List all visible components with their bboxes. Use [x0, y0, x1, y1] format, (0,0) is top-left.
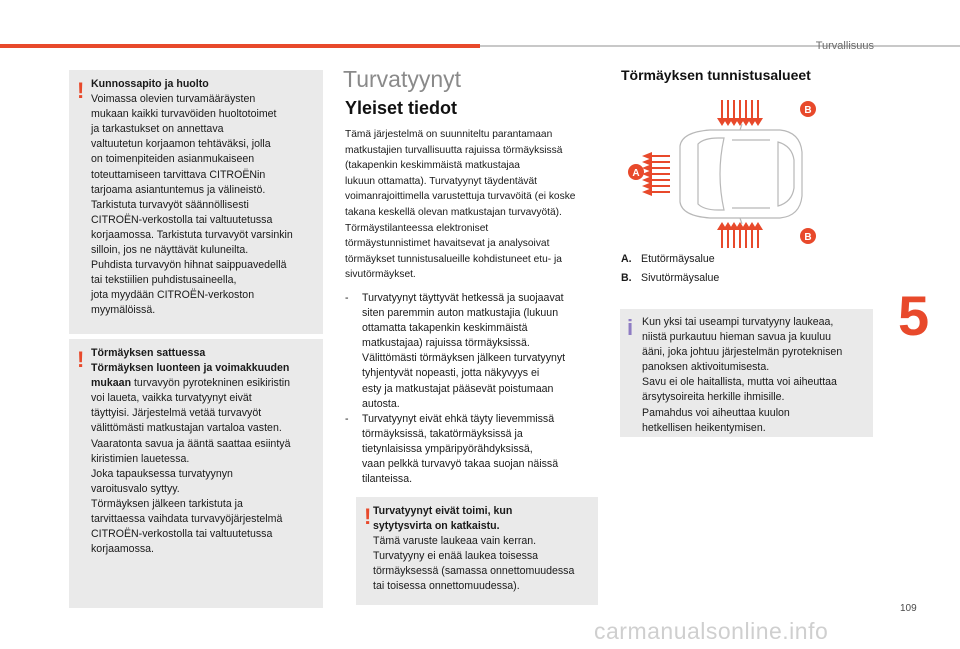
car-outline-icon	[680, 124, 802, 224]
collision-text	[91, 346, 321, 557]
text-line: toteuttamiseen tarvittava CITROËNin	[91, 168, 266, 181]
text-line: silloin, jos ne näyttävät kuluneilta.	[91, 244, 249, 257]
text-line: ääni, joka johtuu järjestelmän pyroteknisen	[642, 346, 843, 359]
airbag-bullet-list	[345, 291, 607, 487]
svg-text:B: B	[804, 232, 812, 243]
text-line: tietynlaisissa ympäripyörähdyksissä,	[362, 442, 533, 455]
watermark: carmanualsonline.info	[594, 618, 829, 644]
zone-label-b-bottom	[800, 228, 816, 244]
text-line: on toimenpiteiden asianmukaiseen	[91, 153, 255, 166]
text-line: mukaan kaikki turvavöiden huoltotoimet	[91, 108, 277, 121]
warning-icon: !	[364, 504, 372, 529]
text-line: matkustajaa) rajuissa törmäyksissä.	[362, 337, 530, 350]
detection-zones-diagram	[620, 96, 820, 252]
text-line: valtuutetun korjaamon tehtäväksi, jolla	[91, 138, 271, 151]
text-line: tilanteissa.	[362, 473, 413, 486]
text-line: myymälöissä.	[91, 304, 156, 317]
side-impact-arrows-top-icon	[717, 100, 763, 126]
svg-text:A: A	[632, 168, 640, 179]
text-line: (takapenkin keskimmäistä matkustajaa	[345, 160, 520, 172]
collision-body	[91, 391, 321, 557]
legend-item	[621, 269, 719, 288]
legend-text: Sivutörmäysalue	[641, 272, 720, 284]
text-line: Joka tapauksessa turvatyynyn	[91, 467, 233, 480]
text-line: Tarkistuta turvavyöt säännöllisesti	[91, 198, 249, 211]
airbag-warning-text	[373, 504, 595, 595]
text-line: ja tarkastukset on annettava	[91, 123, 224, 136]
text-line: Turvatyyny ei enää laukea toisessa	[373, 550, 539, 563]
text-line: sivutörmäykset.	[345, 269, 416, 281]
bullet-item	[345, 291, 607, 412]
text-line: tarjoama asiantuntemus ja välineistö.	[91, 183, 266, 196]
bullet-item	[345, 412, 607, 487]
text-line: korjaamossa.	[91, 543, 154, 556]
chapter-header: Turvallisuus	[815, 40, 874, 52]
text-line: Voimassa olevien turvamääräysten	[91, 93, 256, 106]
text-line: niistä purkautuu hieman savua ja kuuluu	[642, 331, 832, 344]
section-title: Turvatyynyt	[343, 66, 462, 92]
warning-icon: !	[77, 78, 85, 103]
info-text	[642, 315, 874, 436]
text-line: törmäyksissä, takatörmäyksissä ja	[362, 427, 523, 440]
zone-label-b-top	[800, 101, 816, 117]
diagram-legend	[621, 250, 719, 288]
legend-text: Etutörmäysalue	[641, 253, 715, 265]
text-line: - Turvatyynyt eivät ehkä täyty lievemmissä	[362, 412, 555, 425]
maintenance-body	[91, 92, 321, 318]
front-impact-arrows-icon	[642, 152, 670, 196]
text-line: Savu ei ole haitallista, mutta voi aiheuttaa	[642, 376, 837, 389]
text-line: törmäystunnistimet havaitsevat ja analysoivat	[345, 238, 550, 250]
text-line: ärsytysoireita herkille ihmisille.	[642, 391, 785, 404]
text-line: Törmäyksen jälkeen tarkistuta ja	[91, 497, 243, 510]
text-line: törmäykset tunnistusalueille kohdistuneet etu- ja	[345, 253, 562, 265]
detection-zones-title: Törmäyksen tunnistusalueet	[621, 67, 811, 83]
airbag-warning-bold: sytytysvirta on katkaistu.	[373, 520, 500, 533]
text-line: CITROËN-verkostolla tai valtuutetussa	[91, 528, 273, 541]
text-line: välittömästi matkustajan vartaloa vasten.	[91, 422, 282, 435]
text-line: esty ja matkustajat pääsevät poistumaan	[362, 382, 554, 395]
info-icon: i	[627, 315, 634, 340]
text-line: tarvittaessa vaihdata turvavyöjärjestelmä	[91, 513, 283, 526]
text-line: voimanrajoittimella varustettuja turvavöitä (ei koske	[345, 191, 576, 203]
text-line: korjaamossa. Tarkistuta turvavyöt varsinkin	[91, 228, 293, 241]
subsection-title: Yleiset tiedot	[345, 98, 458, 118]
airbag-warning-bold: Turvatyynyt eivät toimi, kun	[373, 505, 513, 517]
text-line: Puhdista turvavyön hihnat saippuavedellä	[91, 259, 287, 272]
text-line: Välittömästi törmäyksen jälkeen turvatyynyt	[362, 352, 566, 365]
text-line: Törmäystilanteessa elektroniset	[345, 222, 489, 234]
legend-key: B.	[621, 272, 632, 284]
text-line: ottamatta takapenkin keskimmäistä	[362, 322, 528, 335]
zone-label-a	[628, 164, 644, 180]
text-line: autosta.	[362, 397, 400, 410]
text-line: matkustajien turvallisuutta rajuissa törmäyksissä	[345, 144, 563, 156]
text-line: kiristimien lauetessa.	[91, 452, 190, 465]
airbag-warning-body	[373, 534, 595, 594]
collision-bold-line: Törmäyksen luonteen ja voimakkuuden	[91, 362, 290, 375]
maintenance-title: Kunnossapito ja huolto	[91, 78, 209, 90]
side-impact-arrows-bottom-icon	[717, 222, 763, 248]
text-line: Pamahdus voi aiheuttaa kuulon	[642, 406, 790, 419]
chapter-number: 5	[898, 284, 930, 347]
text-line: takana keskellä olevan matkustajan turvavyötä).	[345, 206, 562, 218]
text-line: hetkellisen heikentymisen.	[642, 421, 766, 434]
text-line: vaan pelkkä turvavyö takaa suojan näissä	[362, 458, 559, 471]
text-line: CITROËN-verkostolla tai valtuutetussa	[91, 213, 273, 226]
collision-mixed-line: mukaan turvavyön pyrotekninen esikiristin	[91, 377, 291, 390]
text-line: Kun yksi tai useampi turvatyyny laukeaa,	[642, 316, 834, 328]
text-line: Tämä varuste laukeaa vain kerran.	[373, 535, 537, 548]
text-line: lukuun ottamatta). Turvatyynyt täydentävät	[345, 175, 537, 187]
legend-item	[621, 250, 719, 269]
text-line: jota myydään CITROËN-verkoston	[91, 289, 255, 302]
text-line: tai toisessa onnettomuudessa).	[373, 580, 520, 593]
legend-key: A.	[621, 253, 632, 265]
svg-text:B: B	[804, 105, 812, 116]
text-line: - Turvatyynyt täyttyvät hetkessä ja suojaavat	[362, 292, 564, 304]
top-divider	[480, 45, 960, 47]
top-accent-bar	[0, 44, 480, 48]
text-line: Vaaratonta savua ja ääntä saattaa esiintyä	[91, 437, 291, 450]
maintenance-text	[91, 77, 321, 319]
text-line: varoitusvalo syttyy.	[91, 482, 180, 495]
text-line: täyttyisi. Järjestelmä vetää turvavyöt	[91, 407, 262, 420]
text-line: siten paremmin auton matkustajia (lukuun	[362, 307, 559, 320]
text-line: voi laueta, vaikka turvatyynyt eivät	[91, 392, 252, 405]
text-line: tyhjentyvät nopeasti, jotta näkyvyys ei	[362, 367, 540, 380]
text-line: panoksen aktivoitumisesta.	[642, 361, 770, 374]
collision-title: Törmäyksen sattuessa	[91, 347, 206, 359]
text-line: törmäyksessä (samassa onnettomuudessa	[373, 565, 575, 578]
text-line: tai tekstiilien puhdistusaineella,	[91, 274, 237, 287]
warning-icon: !	[77, 347, 85, 372]
text-line: Tämä järjestelmä on suunniteltu parantamaan	[345, 129, 553, 140]
page-number: 109	[900, 603, 917, 614]
intro-paragraph	[345, 127, 607, 283]
